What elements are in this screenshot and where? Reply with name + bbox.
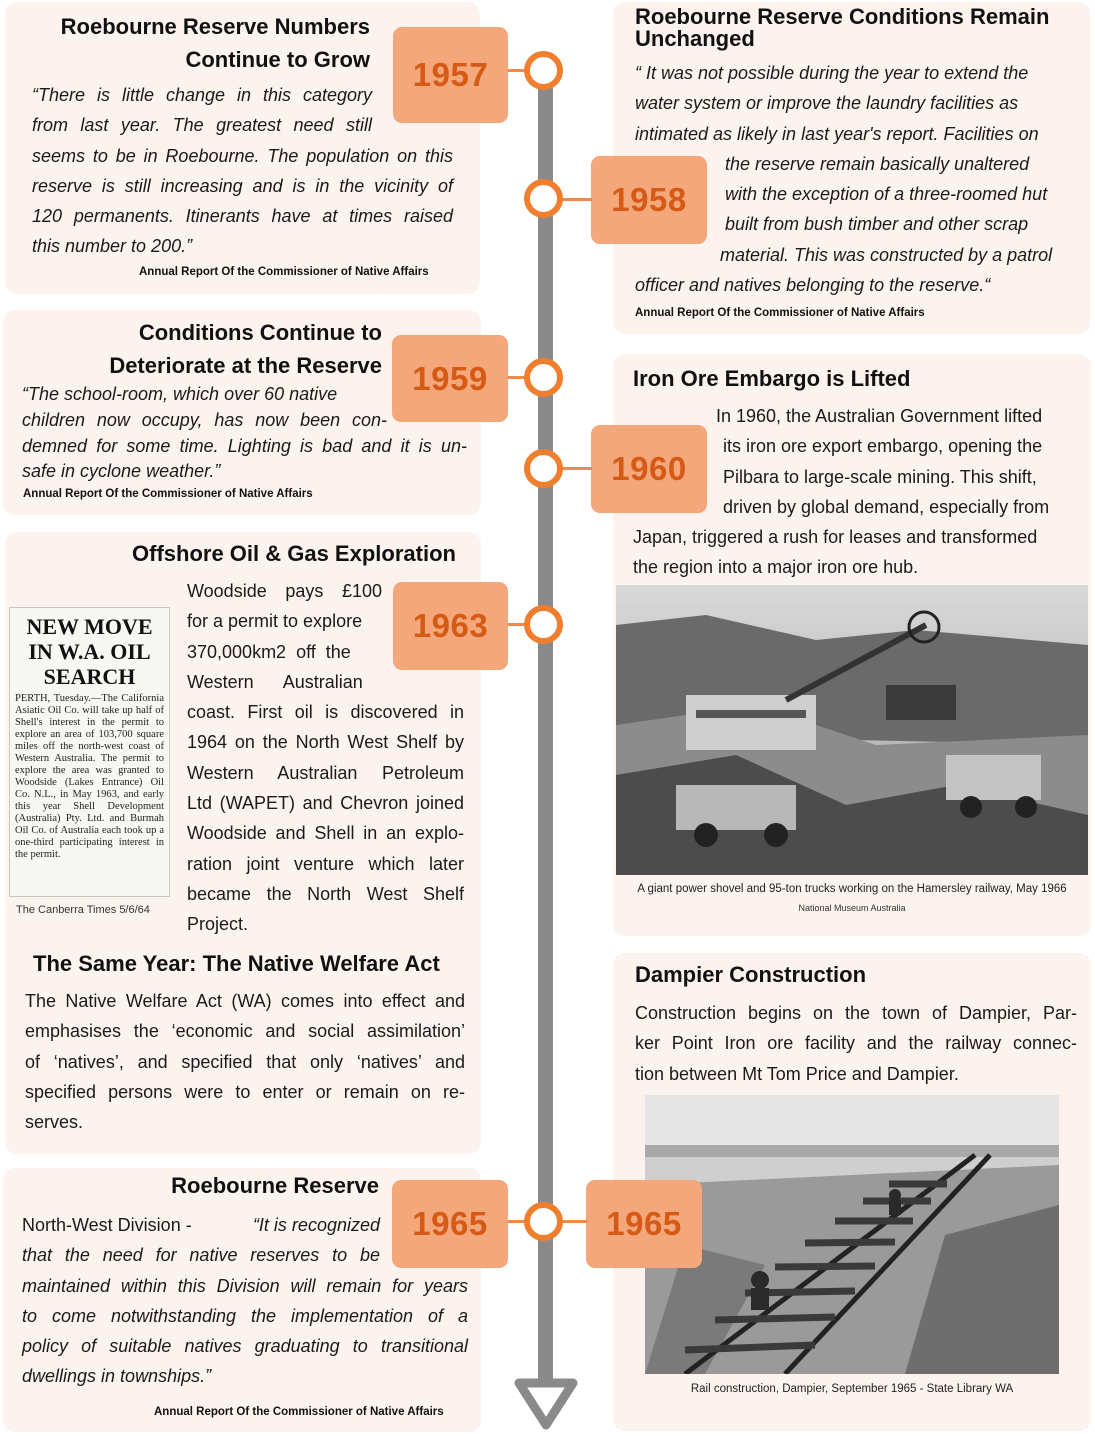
text-line: Project. xyxy=(187,914,249,935)
quote-line: material. This was constructed by a patrol xyxy=(720,244,1053,265)
quote-line: to come notwithstanding the implementation of a xyxy=(22,1305,468,1326)
text-line: In 1960, the Australian Government lifted xyxy=(716,406,1043,426)
card-1957-title xyxy=(61,10,370,76)
timeline-node xyxy=(524,449,563,488)
quote-line: officer and natives belonging to the reserve.“ xyxy=(635,275,991,296)
clipping-caption: The Canberra Times 5/6/64 xyxy=(16,904,150,916)
text-line: its iron ore export embargo, opening the xyxy=(723,436,1043,457)
text-line: Western Australian Petroleum xyxy=(187,762,464,783)
card-1965-dampier-title: Dampier Construction xyxy=(635,962,867,987)
title-line: Roebourne Reserve Conditions Remain xyxy=(635,4,1050,29)
text-line: specified persons were to enter or remain on re- xyxy=(25,1081,465,1102)
mining-photo xyxy=(616,585,1088,875)
text-line: tion between Mt Tom Price and Dampier. xyxy=(635,1063,959,1084)
quote-line: maintained within this Division will remain for years xyxy=(22,1275,468,1296)
text-line: Japan, triggered a rush for leases and transformed xyxy=(633,527,1038,548)
text-line: Woodside and Shell in an explo- xyxy=(187,823,464,844)
source-credit: Annual Report Of the Commissioner of Native Affairs xyxy=(154,1406,444,1418)
connector xyxy=(562,198,592,201)
card-1959-title xyxy=(109,316,382,382)
text-line: coast. First oil is discovered in xyxy=(187,702,464,723)
text-line: Western Australian xyxy=(187,671,363,692)
quote-line: “The school-room, which over 60 native xyxy=(22,384,338,404)
year-badge-1963: 1963 xyxy=(393,582,508,670)
quote-first-line xyxy=(22,1210,380,1240)
text-line: 1964 on the North West Shelf by xyxy=(187,732,464,753)
quote-line: policy of suitable natives graduating to transitional xyxy=(22,1336,468,1357)
card-1965-roebourne-title: Roebourne Reserve xyxy=(171,1173,379,1198)
text-line: the region into a major iron ore hub. xyxy=(633,557,919,578)
quote-line: intimated as likely in last year's report. Facilities on xyxy=(635,123,1039,144)
text-line: Pilbara to large-scale mining. This shift, xyxy=(723,466,1037,487)
text-line: driven by global demand, especially from xyxy=(723,496,1050,517)
quote-line: children now occupy, has now been con- xyxy=(22,409,387,430)
quote-line: reserve is still increasing and is in the vicinity of xyxy=(32,175,453,196)
card-1960-title: Iron Ore Embargo is Lifted xyxy=(633,366,911,391)
quote-line: with the exception of a three-roomed hut xyxy=(725,184,1048,205)
quote-line: built from bush timber and other scrap xyxy=(725,214,1029,235)
quote-line: “ It was not possible during the year to extend the xyxy=(635,63,1029,83)
title-line: Unchanged xyxy=(635,26,755,51)
timeline-node xyxy=(524,179,563,218)
source-credit: Annual Report Of the Commissioner of Native Affairs xyxy=(139,266,429,278)
quote-line: seems to be in Roebourne. The population on this xyxy=(32,145,453,166)
title-line: Continue to Grow xyxy=(185,47,370,72)
source-credit: Annual Report Of the Commissioner of Native Affairs xyxy=(23,488,313,500)
text-line: Woodside pays £100 xyxy=(187,581,382,601)
native-welfare-act-title: The Same Year: The Native Welfare Act xyxy=(33,951,440,976)
headline-line: IN W.A. OIL xyxy=(28,639,151,664)
text-line: emphasises the ‘economic and social assimilation’ xyxy=(25,1021,465,1042)
card-1963-title: Offshore Oil & Gas Exploration xyxy=(132,541,456,566)
quote-line: water system or improve the laundry facilities as xyxy=(635,93,1019,114)
card-1958-title xyxy=(635,6,1049,50)
title-line: Roebourne Reserve Numbers xyxy=(60,14,370,39)
quote-line: the reserve remain basically unaltered xyxy=(725,153,1030,174)
card-1965-dampier-text xyxy=(635,998,1077,1089)
year-badge-1958: 1958 xyxy=(591,156,707,244)
text-line: became the North West Shelf xyxy=(187,883,464,904)
quote-line: 120 permanents. Itinerants have at times raised xyxy=(32,206,453,227)
photo-caption: Rail construction, Dampier, September 1965 - State Library WA xyxy=(690,1383,1014,1395)
title-line: Conditions Continue to xyxy=(138,320,382,345)
headline-line: SEARCH xyxy=(43,664,136,689)
newspaper-clipping xyxy=(9,607,170,897)
quote-line: “It is recognized xyxy=(252,1215,380,1235)
text-line: of ‘natives’, and specified that only ‘natives’ and xyxy=(25,1051,465,1072)
timeline-node xyxy=(524,51,563,90)
text-line: Construction begins on the town of Dampier, Par- xyxy=(635,1003,1077,1023)
rail-construction-photo xyxy=(645,1095,1059,1374)
timeline-spine xyxy=(538,80,553,1390)
quote-line: safe in cyclone weather.” xyxy=(22,461,221,482)
year-badge-1965-left: 1965 xyxy=(392,1180,508,1268)
quote-line: this number to 200.” xyxy=(32,236,193,257)
text-line: ker Point Iron ore facility and the railway connec- xyxy=(635,1033,1077,1054)
text-line: ration joint venture which later xyxy=(187,853,464,874)
timeline-node xyxy=(524,358,563,397)
arrow-down-icon xyxy=(513,1377,579,1433)
headline-line: NEW MOVE xyxy=(26,614,153,639)
year-badge-1965-right: 1965 xyxy=(586,1180,702,1268)
connector xyxy=(562,467,592,470)
timeline-node xyxy=(524,1202,563,1241)
source-credit: Annual Report Of the Commissioner of Native Affairs xyxy=(635,307,925,319)
connector xyxy=(562,1220,587,1223)
text-line: 370,000km2 off the xyxy=(187,641,351,662)
quote-line: that the need for native reserves to be xyxy=(22,1245,380,1266)
text-line: The Native Welfare Act (WA) comes into effect and xyxy=(25,991,465,1011)
year-badge-1960: 1960 xyxy=(591,425,707,513)
quote-line: “There is little change in this category xyxy=(32,85,372,105)
quote-line: dwellings in townships.” xyxy=(22,1366,212,1387)
year-badge-1957: 1957 xyxy=(393,27,508,123)
native-welfare-act-text xyxy=(25,986,465,1137)
photo-caption: A giant power shovel and 95-ton trucks working on the Hamersley railway, May 1966 xyxy=(637,883,1067,895)
text-line: Ltd (WAPET) and Chevron joined xyxy=(187,793,464,814)
text-line: serves. xyxy=(25,1112,84,1133)
year-badge-1959: 1959 xyxy=(392,335,508,422)
text-line: for a permit to explore xyxy=(187,611,363,632)
timeline-node xyxy=(524,605,563,644)
photo-credit: National Museum Australia xyxy=(798,903,906,913)
title-line: Deteriorate at the Reserve xyxy=(109,353,382,378)
clipping-text: PERTH, Tuesday.—The California Asiatic Oil Co. will take up half of Shell's interest in the permit to explore an area of 103,700 square miles off the north-west coast of Western Australia. The permit to explore the area was granted to Woodside (Lakes Entrance) Oil Co. N.L., in May 1963, and early this year Shell Development (Australia) Pty. Ltd. and Burmah Oil Co. of Australia each took up a one-third participating interest in the permit. xyxy=(15,693,164,860)
quote-line: from last year. The greatest need still xyxy=(32,115,372,136)
clipping-headline xyxy=(10,614,169,689)
division-label: North-West Division - xyxy=(22,1215,192,1235)
quote-line: demned for some time. Lighting is bad and it is un- xyxy=(22,435,467,456)
